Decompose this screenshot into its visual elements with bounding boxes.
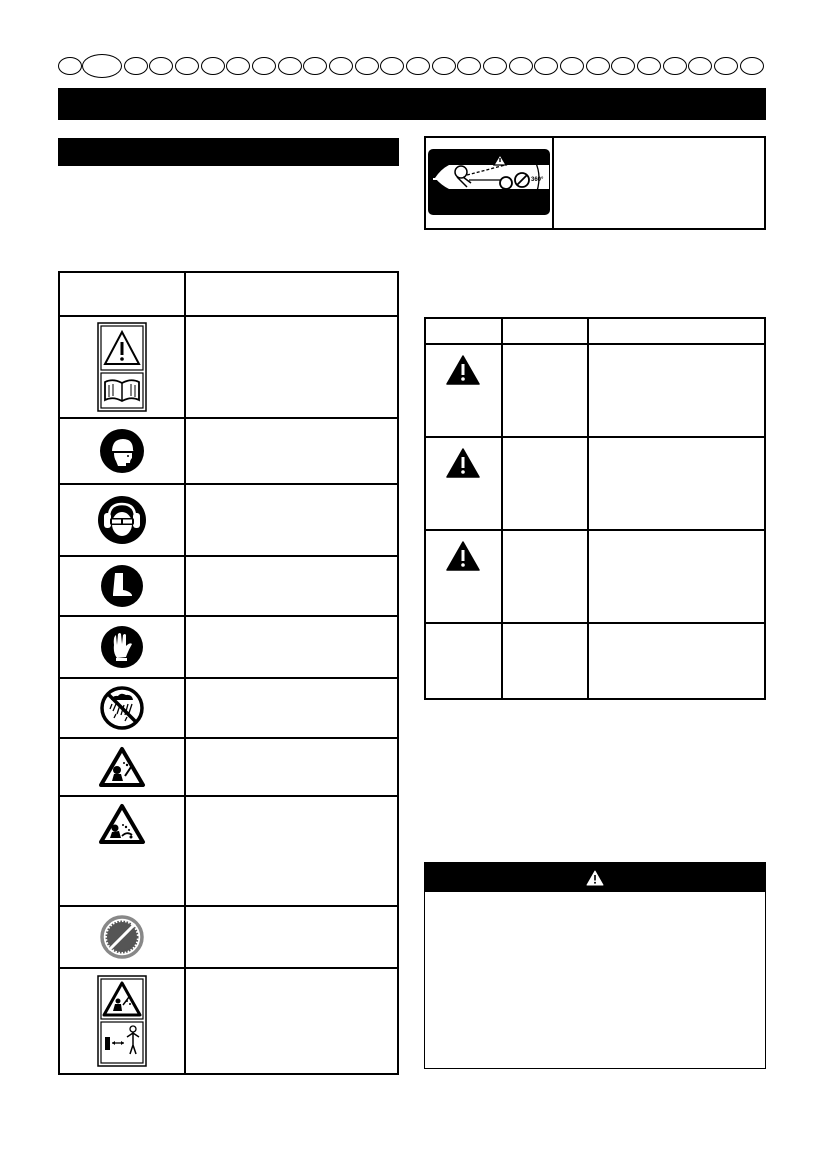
table-row — [59, 616, 398, 678]
table-row — [59, 906, 398, 968]
protective-gloves-icon — [100, 625, 144, 669]
ear-eye-protection-icon — [97, 495, 147, 545]
warning-triangle-icon — [586, 870, 604, 886]
language-tab[interactable] — [509, 57, 533, 75]
table-row — [425, 530, 765, 623]
machine-warning-label-icon — [427, 147, 551, 219]
table-row — [59, 796, 398, 906]
caution-triangle-icon — [446, 541, 480, 571]
table-row — [59, 738, 398, 796]
language-tab[interactable] — [58, 57, 82, 75]
table-row — [59, 418, 398, 484]
table-row — [59, 968, 398, 1074]
symbols-table — [58, 271, 399, 1075]
warning-box-header — [425, 863, 765, 892]
rotating-blade-icon — [99, 914, 145, 960]
language-tab[interactable] — [534, 57, 558, 75]
language-tab-active[interactable] — [82, 54, 122, 78]
language-tab[interactable] — [560, 57, 584, 75]
language-tab[interactable] — [201, 57, 225, 75]
danger-triangle-icon — [446, 355, 480, 385]
language-tab[interactable] — [688, 57, 712, 75]
keep-distance-icon — [97, 975, 147, 1067]
table-header-row — [59, 272, 398, 316]
table-row — [59, 484, 398, 556]
language-tab[interactable] — [329, 57, 353, 75]
warning-triangle-icon — [446, 448, 480, 478]
language-tab[interactable] — [124, 57, 148, 75]
language-tab[interactable] — [586, 57, 610, 75]
language-tab[interactable] — [252, 57, 276, 75]
language-tab[interactable] — [457, 57, 481, 75]
language-tab[interactable] — [226, 57, 250, 75]
ricochet-debris-hazard-icon — [98, 803, 146, 845]
table-row — [59, 556, 398, 616]
language-tab[interactable] — [663, 57, 687, 75]
table-row — [425, 437, 765, 530]
warning-read-manual-icon — [97, 322, 147, 412]
language-tab[interactable] — [355, 57, 379, 75]
table-row — [425, 623, 765, 699]
severity-table — [424, 317, 766, 700]
machine-label-table — [424, 136, 766, 230]
language-tab[interactable] — [149, 57, 173, 75]
language-tab[interactable] — [740, 57, 764, 75]
language-tab[interactable] — [175, 57, 199, 75]
language-tab[interactable] — [432, 57, 456, 75]
section-heading-bar — [58, 138, 399, 166]
language-tab[interactable] — [483, 57, 507, 75]
table-row — [59, 678, 398, 738]
no-rain-icon — [99, 685, 145, 731]
page-title-bar — [58, 88, 766, 120]
hard-hat-icon — [99, 428, 145, 474]
language-tab[interactable] — [611, 57, 635, 75]
language-tab[interactable] — [637, 57, 661, 75]
safety-boots-icon — [100, 564, 144, 608]
language-tab[interactable] — [278, 57, 302, 75]
warning-box — [424, 862, 766, 1069]
language-tab[interactable] — [303, 57, 327, 75]
language-tab[interactable] — [380, 57, 404, 75]
angle-label-360: 360° — [530, 177, 544, 183]
table-row — [425, 344, 765, 437]
distance-label-15m: 15m — [484, 157, 495, 163]
thrown-objects-hazard-icon — [98, 746, 146, 788]
language-tab[interactable] — [714, 57, 738, 75]
table-row — [59, 316, 398, 418]
language-tab[interactable] — [406, 57, 430, 75]
table-header-row — [425, 318, 765, 344]
